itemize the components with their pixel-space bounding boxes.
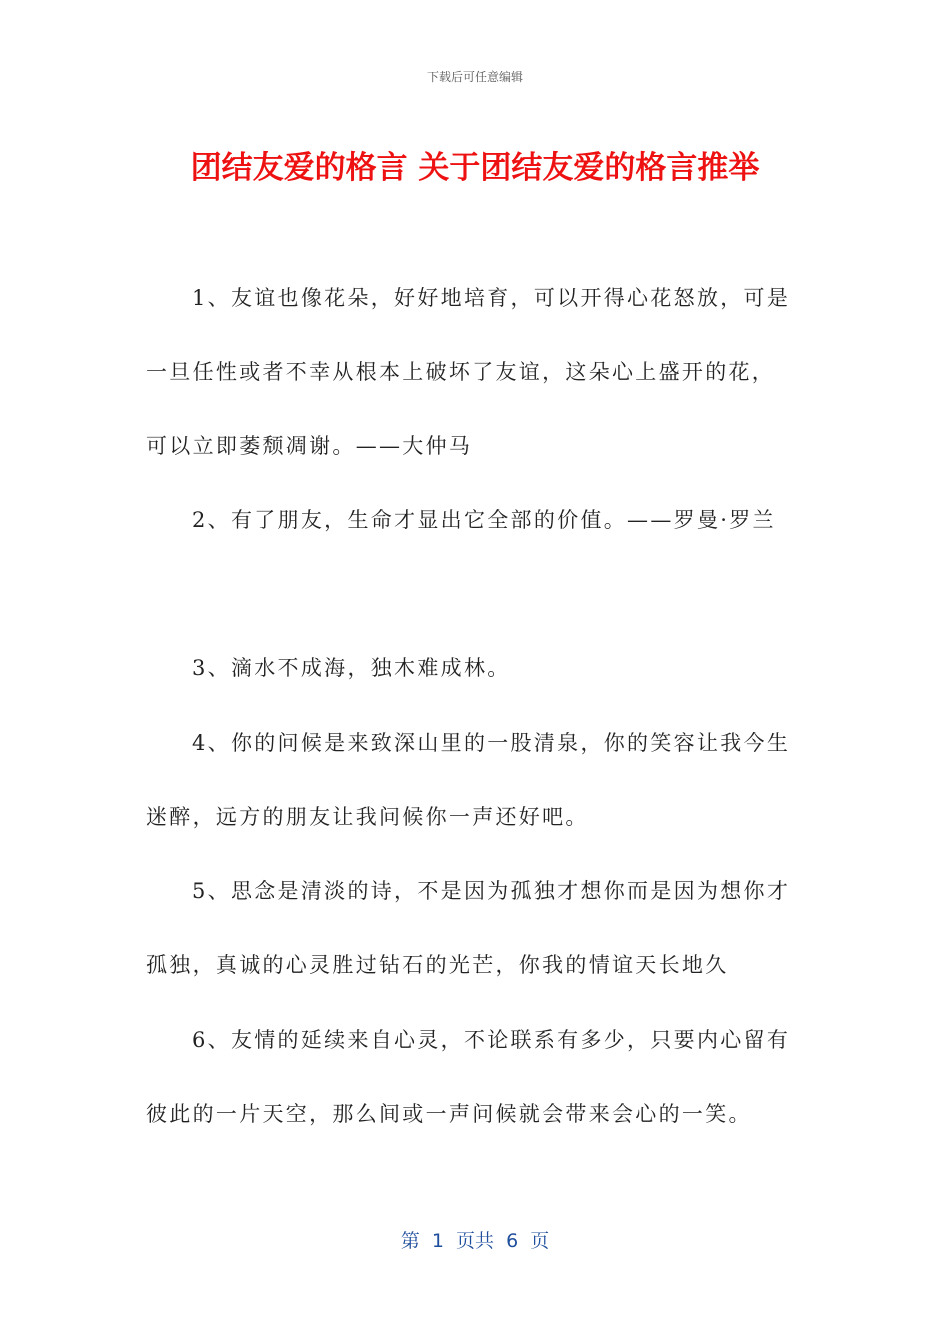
paragraph-line: 5、思念是清淡的诗，不是因为孤独才想你而是因为想你才 bbox=[192, 879, 791, 903]
paragraph-4 bbox=[146, 706, 806, 854]
header-note: 下载后可任意编辑 bbox=[426, 70, 523, 84]
paragraph-line: 3、滴水不成海，独木难成林。 bbox=[192, 656, 511, 680]
paragraph-line: 4、你的问候是来致深山里的一股清泉，你的笑容让我今生 bbox=[192, 731, 791, 755]
paragraph-line: 1、友谊也像花朵，好好地培育，可以开得心花怒放，可是 bbox=[192, 286, 791, 310]
paragraph-line: 迷醉，远方的朋友让我问候你一声还好吧。 bbox=[146, 805, 589, 829]
paragraph-2 bbox=[146, 483, 806, 557]
paragraph-1 bbox=[146, 261, 806, 483]
paragraph-line: 6、友情的延续来自心灵，不论联系有多少，只要内心留有 bbox=[192, 1028, 791, 1052]
paragraph-3 bbox=[146, 631, 806, 705]
document-title: 团结友爱的格言 关于团结友爱的格言推举 bbox=[190, 150, 760, 186]
paragraph-6 bbox=[146, 1003, 806, 1151]
paragraph-line: 彼此的一片天空，那么间或一声问候就会带来会心的一笑。 bbox=[146, 1102, 752, 1126]
paragraph-5 bbox=[146, 854, 806, 1002]
paragraph-line: 孤独，真诚的心灵胜过钻石的光芒，你我的情谊天长地久 bbox=[146, 953, 729, 977]
paragraph-line: 一旦任性或者不幸从根本上破坏了友谊，这朵心上盛开的花， bbox=[146, 360, 776, 384]
page-footer: 第 1 页共 6 页 bbox=[400, 1230, 550, 1252]
paragraph-line: 可以立即萎颓凋谢。——大仲马 bbox=[146, 434, 473, 458]
paragraph-line: 2、有了朋友，生命才显出它全部的价值。——罗曼·罗兰 bbox=[192, 508, 776, 532]
